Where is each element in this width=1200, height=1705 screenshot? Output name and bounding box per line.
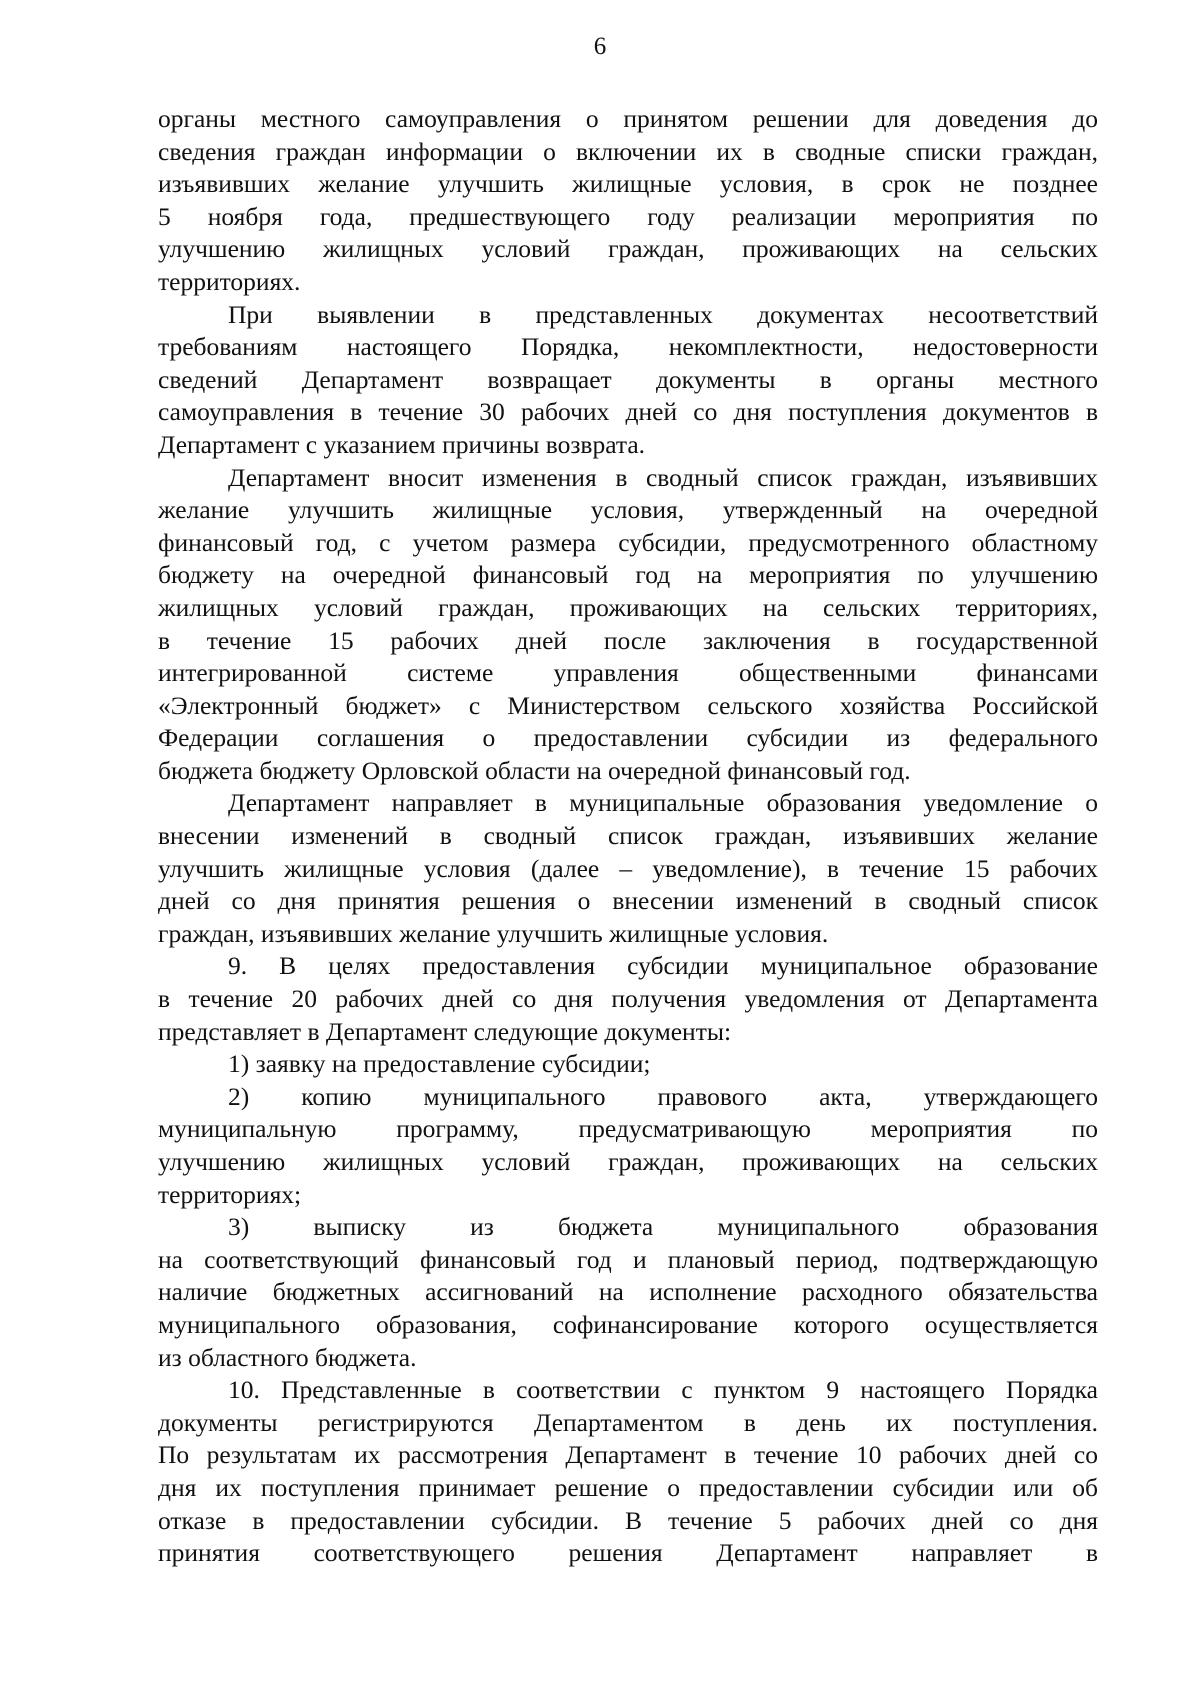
text-line: изъявивших желание улучшить жилищные условия, в срок не позднее [158, 169, 1098, 199]
text-line: из областного бюджета. [158, 1342, 417, 1372]
text-line: Департамент с указанием причины возврата. [158, 429, 646, 459]
text-line: документы регистрируются Департаментом в день их поступления. [158, 1407, 1098, 1437]
text-line: муниципальную программу, предусматривающую мероприятия по [158, 1114, 1098, 1144]
text-line: 5 ноября года, предшествующего году реализации мероприятия по [158, 201, 1098, 231]
text-line: бюджета бюджету Орловской области на очередной финансовый год. [158, 755, 911, 785]
text-line: При выявлении в представленных документах несоответствий [228, 299, 1098, 329]
text-line: улучшению жилищных условий граждан, проживающих на сельских [158, 1147, 1098, 1176]
text-line: принятия соответствующего решения Департамент направляет в [158, 1538, 1098, 1568]
text-line: финансовый год, с учетом размера субсидии, предусмотренного областному [158, 527, 1098, 557]
text-line: бюджету на очередной финансовый год на мероприятия по улучшению [158, 560, 1098, 590]
text-line: сведения граждан информации о включении их в сводные списки граждан, [158, 136, 1098, 166]
text-line: территориях; [158, 1179, 302, 1209]
text-line: граждан, изъявивших желание улучшить жилищные условия. [158, 918, 829, 948]
text-line: улучшению жилищных условий граждан, проживающих на сельских [158, 234, 1098, 264]
text-line: в течение 20 рабочих дней со дня получения уведомления от Департамента [158, 984, 1098, 1014]
text-line: дней со дня принятия решения о внесении изменений в сводный список [158, 886, 1098, 916]
text-line: в течение 15 рабочих дней после заключения в государственной [158, 625, 1098, 655]
text-line: 9. В целях предоставления субсидии муниципальное образование [228, 951, 1098, 981]
text-line: отказе в предоставлении субсидии. В течение 5 рабочих дней со дня [158, 1505, 1098, 1535]
text-line: улучшить жилищные условия (далее – уведомление), в течение 15 рабочих [158, 853, 1098, 883]
text-line: Департамент вносит изменения в сводный список граждан, изъявивших [228, 462, 1098, 492]
text-line: самоуправления в течение 30 рабочих дней со дня поступления документов в [158, 397, 1098, 427]
text-line: «Электронный бюджет» с Министерством сельского хозяйства Российской [158, 690, 1098, 720]
text-line: жилищных условий граждан, проживающих на сельских территориях, [158, 592, 1098, 622]
text-line: 2) копию муниципального правового акта, утверждающего [228, 1081, 1098, 1111]
text-line: внесении изменений в сводный список граждан, изъявивших желание [158, 821, 1098, 851]
text-line: наличие бюджетных ассигнований на исполнение расходного обязательства [158, 1277, 1098, 1307]
text-line: дня их поступления принимает решение о предоставлении субсидии или об [158, 1472, 1098, 1502]
page-number: 6 [593, 33, 607, 60]
text-line: 1) заявку на предоставление субсидии; [228, 1049, 651, 1079]
text-line: Федерации соглашения о предоставлении субсидии из федерального [158, 723, 1098, 753]
text-line: 3) выписку из бюджета муниципального образования [228, 1212, 1098, 1242]
text-line: Департамент направляет в муниципальные образования уведомление о [228, 788, 1098, 818]
text-line: представляет в Департамент следующие документы: [158, 1016, 732, 1046]
text-line: требованиям настоящего Порядка, некомплектности, недостоверности [158, 332, 1098, 362]
text-line: сведений Департамент возвращает документы в органы местного [158, 364, 1098, 394]
text-line: интегрированной системе управления общественными финансами [158, 658, 1098, 688]
document-body [158, 103, 1098, 1570]
text-line: По результатам их рассмотрения Департамент в течение 10 рабочих дней со [158, 1440, 1098, 1470]
text-line: территориях. [158, 266, 301, 296]
text-line: на соответствующий финансовый год и плановый период, подтверждающую [158, 1244, 1098, 1274]
text-line: муниципального образования, софинансирование которого осуществляется [158, 1309, 1098, 1339]
text-line: органы местного самоуправления о принятом решении для доведения до [158, 104, 1098, 133]
text-line: желание улучшить жилищные условия, утвержденный на очередной [158, 495, 1098, 525]
text-line: 10. Представленные в соответствии с пунктом 9 настоящего Порядка [228, 1375, 1098, 1405]
